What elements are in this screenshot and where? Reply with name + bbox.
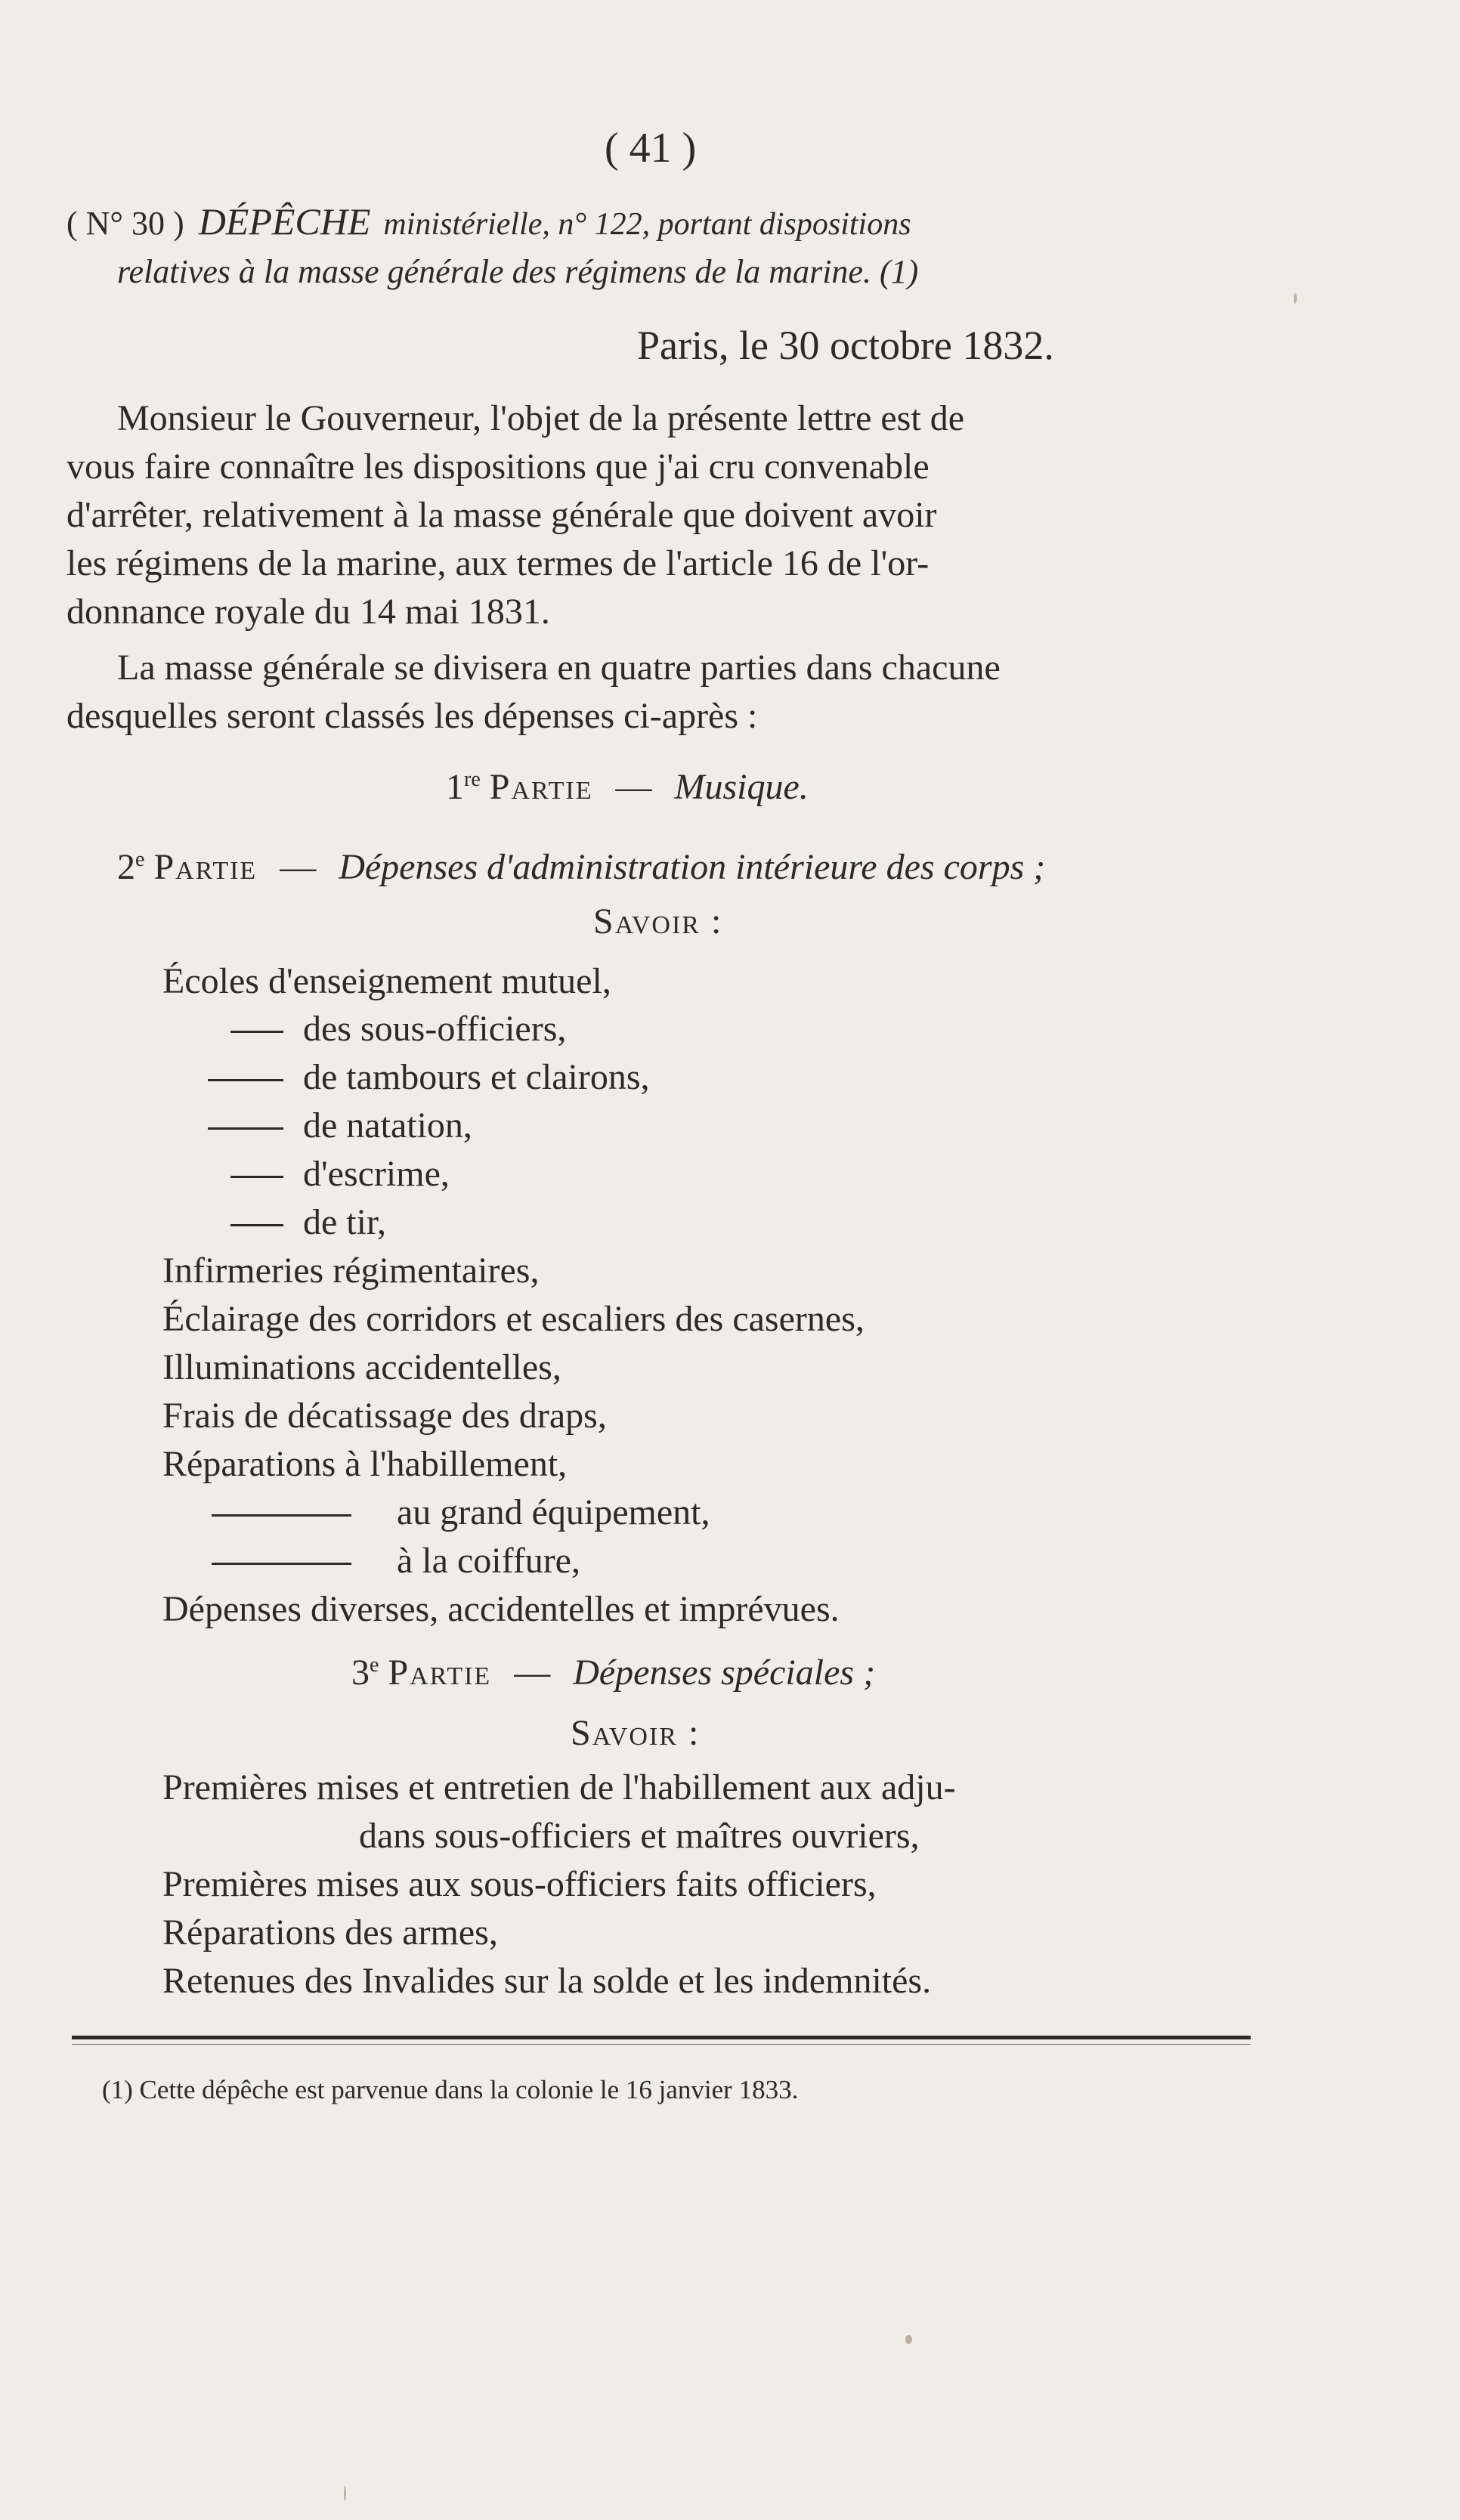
list2-item bbox=[208, 1059, 650, 1096]
list2-item: Infirmeries régimentaires, bbox=[162, 1251, 540, 1291]
paragraph1-line: Monsieur le Gouverneur, l'objet de la présente lettre est de bbox=[117, 398, 964, 438]
ditto-dash bbox=[208, 1127, 283, 1130]
paper-speck bbox=[905, 2335, 912, 2344]
list2-item-text: de tir, bbox=[303, 1202, 387, 1242]
list3-item: Retenues des Invalides sur la solde et les indemnités. bbox=[162, 1961, 932, 2001]
heading-line-1 bbox=[67, 200, 911, 243]
paragraph2-line: desquelles seront classés les dépenses ci-après : bbox=[67, 696, 758, 736]
list2-item-text: des sous-officiers, bbox=[303, 1009, 567, 1049]
list2-item-text: de natation, bbox=[303, 1105, 472, 1146]
partie3-title: Dépenses spéciales ; bbox=[573, 1653, 876, 1693]
partie2-savoir: Savoir : bbox=[593, 901, 723, 942]
list3-item: Premières mises et entretien de l'habillement aux adju- bbox=[162, 1767, 956, 1807]
partie1-heading bbox=[446, 769, 809, 805]
heading-title-rest: ministérielle, n° 122, portant dispositions bbox=[383, 207, 911, 242]
heading-line-2: relatives à la masse générale des régimens de la marine. (1) bbox=[117, 253, 919, 290]
list2-item-text: au grand équipement, bbox=[397, 1492, 710, 1532]
list2-item-text: de tambours et clairons, bbox=[303, 1057, 650, 1097]
ditto-dash bbox=[212, 1514, 351, 1517]
footnote: (1) Cette dépêche est parvenue dans la colonie le 16 janvier 1833. bbox=[102, 2075, 799, 2104]
footnote-rule-thin bbox=[72, 2044, 1251, 2045]
list2-item bbox=[208, 1105, 472, 1146]
page-number: ( 41 ) bbox=[605, 125, 697, 172]
list2-item: Dépenses diverses, accidentelles et imprévues. bbox=[162, 1589, 840, 1629]
partie2-dash: — bbox=[280, 847, 317, 887]
partie1-sup: re bbox=[464, 768, 481, 791]
list2-item-text: à la coiffure, bbox=[397, 1541, 580, 1581]
partie2-sup: e bbox=[135, 848, 145, 871]
footnote-rule bbox=[72, 2036, 1251, 2039]
paragraph1-line: donnance royale du 14 mai 1831. bbox=[67, 592, 550, 632]
list2-item: Frais de décatissage des draps, bbox=[162, 1396, 607, 1436]
list2-item: Écoles d'enseignement mutuel, bbox=[162, 961, 611, 1001]
list2-item-text: d'escrime, bbox=[303, 1154, 450, 1194]
paragraph2-line: La masse générale se divisera en quatre parties dans chacune bbox=[117, 648, 1001, 688]
partie1-dash: — bbox=[615, 767, 652, 807]
partie3-savoir: Savoir : bbox=[571, 1713, 701, 1753]
paper-speck bbox=[344, 2486, 346, 2501]
list2-item bbox=[230, 1156, 450, 1192]
partie2-heading bbox=[117, 849, 1045, 886]
ditto-dash bbox=[208, 1079, 283, 1081]
paper-speck bbox=[1294, 293, 1297, 304]
list3-item: Premières mises aux sous-officiers faits officiers, bbox=[162, 1864, 877, 1904]
partie2-title: Dépenses d'administration intérieure des corps ; bbox=[339, 847, 1046, 887]
partie3-heading bbox=[351, 1655, 875, 1691]
list3-item: dans sous-officiers et maîtres ouvriers, bbox=[359, 1816, 920, 1856]
partie1-title: Musique. bbox=[674, 767, 809, 807]
ditto-dash bbox=[230, 1031, 283, 1033]
partie2-num: 2 bbox=[117, 847, 135, 887]
list2-item bbox=[230, 1011, 566, 1047]
partie3-num: 3 bbox=[351, 1653, 370, 1693]
ditto-dash bbox=[230, 1224, 283, 1226]
ditto-dash bbox=[212, 1563, 351, 1565]
ditto-dash bbox=[230, 1176, 283, 1178]
list2-item: Illuminations accidentelles, bbox=[162, 1347, 561, 1387]
list3-item: Réparations des armes, bbox=[162, 1912, 498, 1953]
paragraph1-line: vous faire connaître les dispositions que j'ai cru convenable bbox=[67, 447, 930, 487]
paragraph1-line: les régimens de la marine, aux termes de l'article 16 de l'or- bbox=[67, 543, 930, 583]
partie3-dash: — bbox=[514, 1653, 551, 1693]
list2-item bbox=[212, 1543, 580, 1579]
partie1-num: 1 bbox=[446, 767, 464, 807]
partie3-label: Partie bbox=[388, 1653, 492, 1693]
partie2-label: Partie bbox=[153, 847, 258, 887]
list2-item bbox=[230, 1204, 386, 1241]
heading-number: ( N° 30 ) bbox=[67, 205, 184, 242]
dateline: Paris, le 30 octobre 1832. bbox=[637, 323, 1054, 368]
list2-item: Éclairage des corridors et escaliers des casernes, bbox=[162, 1299, 865, 1339]
list2-item bbox=[212, 1492, 710, 1532]
list2-item: Réparations à l'habillement, bbox=[162, 1444, 568, 1484]
partie3-sup: e bbox=[370, 1653, 379, 1677]
heading-title: DÉPÊCHE bbox=[198, 200, 371, 243]
paragraph1-line: d'arrêter, relativement à la masse générale que doivent avoir bbox=[67, 495, 937, 535]
partie1-label: Partie bbox=[489, 767, 593, 807]
